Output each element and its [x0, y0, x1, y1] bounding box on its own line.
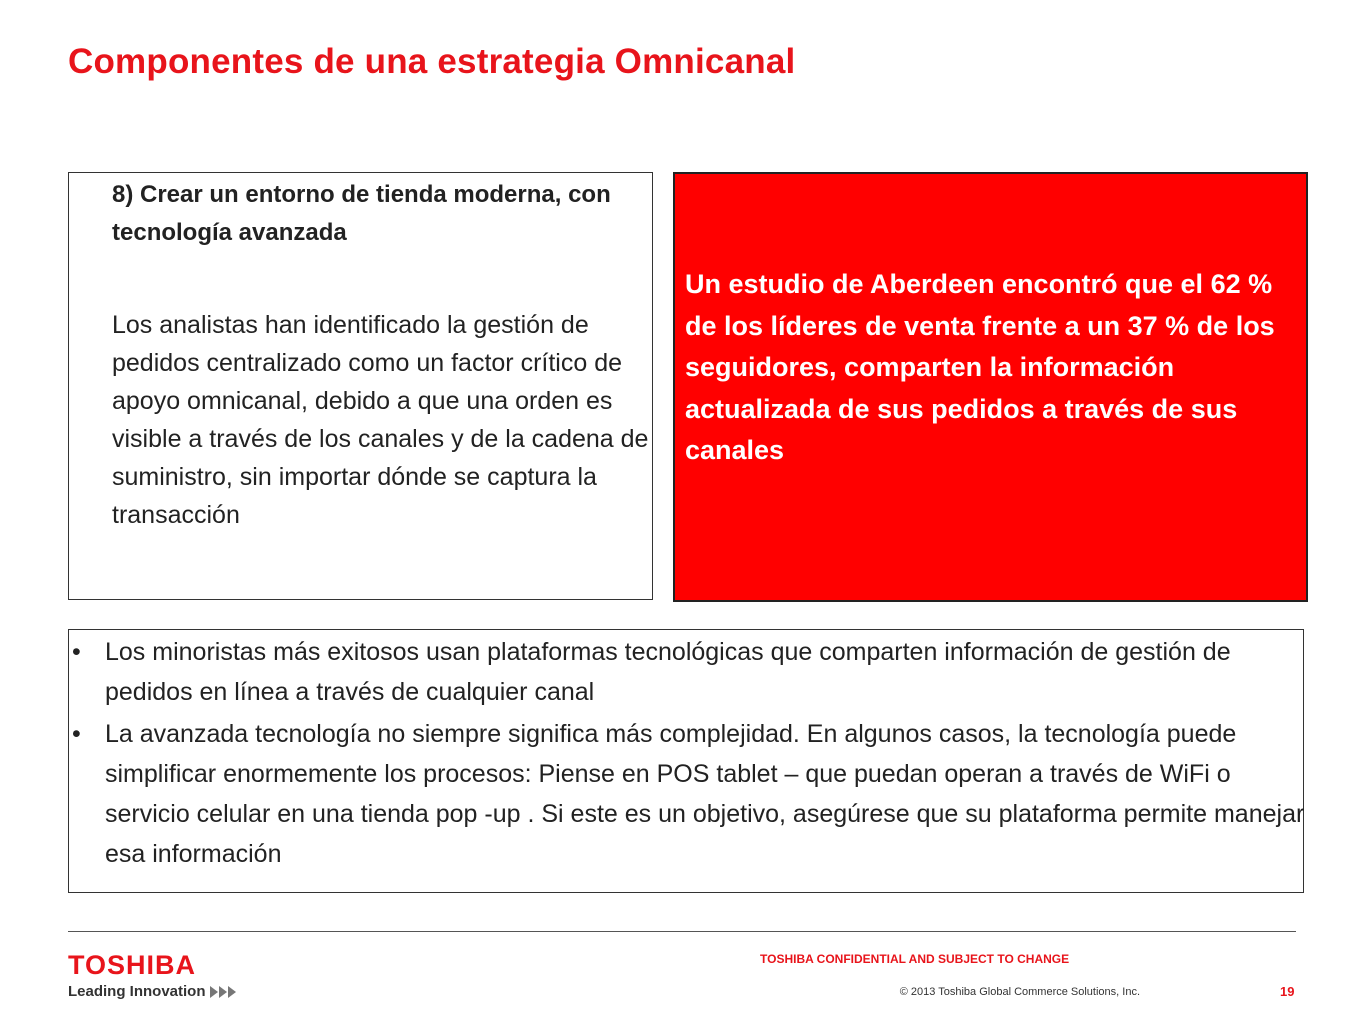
tagline-text: Leading Innovation — [68, 983, 206, 1000]
slide-title: Componentes de una estrategia Omnicanal — [68, 42, 796, 81]
confidential-notice: TOSHIBA CONFIDENTIAL AND SUBJECT TO CHANGE — [760, 952, 1070, 966]
bullet-box — [68, 629, 1304, 893]
left-box-body: Los analistas han identificado la gestión de pedidos centralizado como un factor crítico de apoyo omnicanal, debido a que una orden es visible a través de los canales y de la cadena de suministro, sin importar dónde se captura la transacción — [112, 311, 649, 529]
chevrons-icon — [210, 986, 237, 998]
toshiba-logo: TOSHIBA — [68, 950, 197, 980]
page-number: 19 — [1280, 984, 1295, 999]
highlight-text: Un estudio de Aberdeen encontró que el 62 % de los líderes de venta frente a un 37 % de los seguidores, comparten la información actualizada de sus pedidos a través de sus canales — [685, 269, 1275, 465]
copyright-notice: © 2013 Toshiba Global Commerce Solutions, Inc. — [899, 986, 1140, 998]
left-box-heading: 8) Crear un entorno de tienda moderna, con tecnología avanzada — [112, 181, 611, 246]
bullet-marker: • — [72, 720, 81, 748]
left-text-box — [68, 172, 653, 600]
bullet-marker: • — [72, 638, 81, 666]
bullet-item — [69, 714, 1305, 874]
bullet-text: La avanzada tecnología no siempre significa más complejidad. En algunos casos, la tecnología puede simplificar enormemente los procesos: Piense en POS tablet – que puedan operan a través de WiFi o servicio celular en una tienda pop -up . Si este es un objetivo, asegúrese que su plataforma permite manejar esa información — [105, 720, 1305, 868]
bullet-list — [69, 632, 1305, 876]
logo-tagline — [68, 983, 237, 1000]
bullet-item — [69, 632, 1305, 712]
highlight-red-box — [673, 172, 1308, 602]
bullet-text: Los minoristas más exitosos usan plataformas tecnológicas que comparten información de gestión de pedidos en línea a través de cualquier canal — [105, 638, 1231, 706]
footer-divider — [68, 931, 1296, 932]
